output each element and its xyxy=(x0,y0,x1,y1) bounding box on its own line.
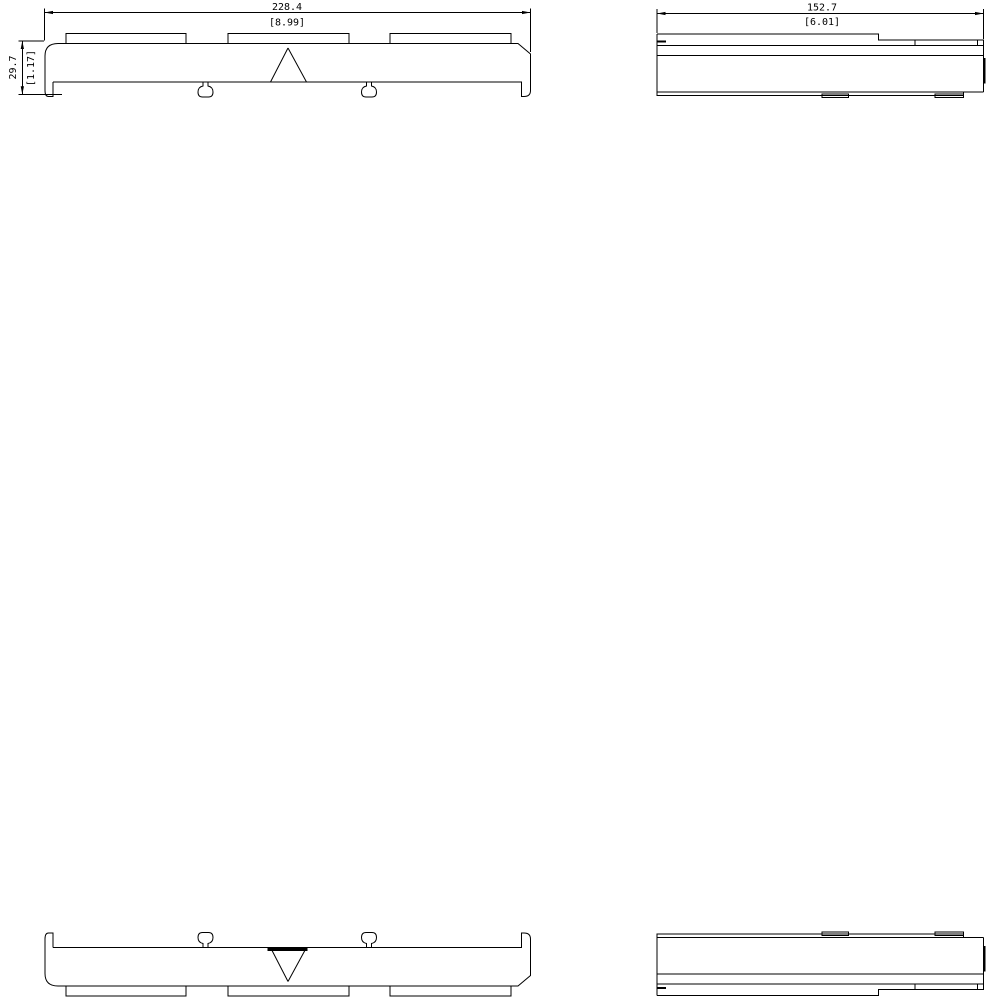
side-width-in-label: [6.01] xyxy=(803,17,841,28)
front-height-arrow-bottom-icon xyxy=(21,86,24,94)
side-view-top-geometry xyxy=(657,34,984,97)
front-view-top-geometry xyxy=(45,34,531,98)
front-width-arrow-right-icon xyxy=(522,11,531,14)
front-view-top xyxy=(8,2,531,97)
triangle-marker-up xyxy=(271,48,307,82)
front-width-dimension xyxy=(45,2,531,52)
front-height-dimension xyxy=(8,41,62,95)
side-view-top xyxy=(657,3,984,98)
side-view-bottom xyxy=(657,932,984,995)
side-width-mm-label: 152.7 xyxy=(806,2,838,14)
front-height-in-label: [1.17] xyxy=(26,49,37,87)
side-view-bottom-geometry xyxy=(657,932,984,995)
triangle-marker-down xyxy=(271,948,307,982)
front-view-bottom-geometry xyxy=(45,933,531,997)
front-view-bottom xyxy=(45,933,531,997)
front-width-extension-lines xyxy=(45,9,531,53)
front-width-arrow-left-icon xyxy=(45,11,54,14)
side-width-arrow-left-icon xyxy=(657,12,666,15)
front-width-mm-label: 228.4 xyxy=(271,2,303,13)
side-width-arrow-right-icon xyxy=(975,12,984,15)
front-width-in-label: [8.99] xyxy=(268,17,306,29)
front-height-arrow-top-icon xyxy=(21,41,24,49)
front-height-mm-label: 29.7 xyxy=(8,55,19,80)
